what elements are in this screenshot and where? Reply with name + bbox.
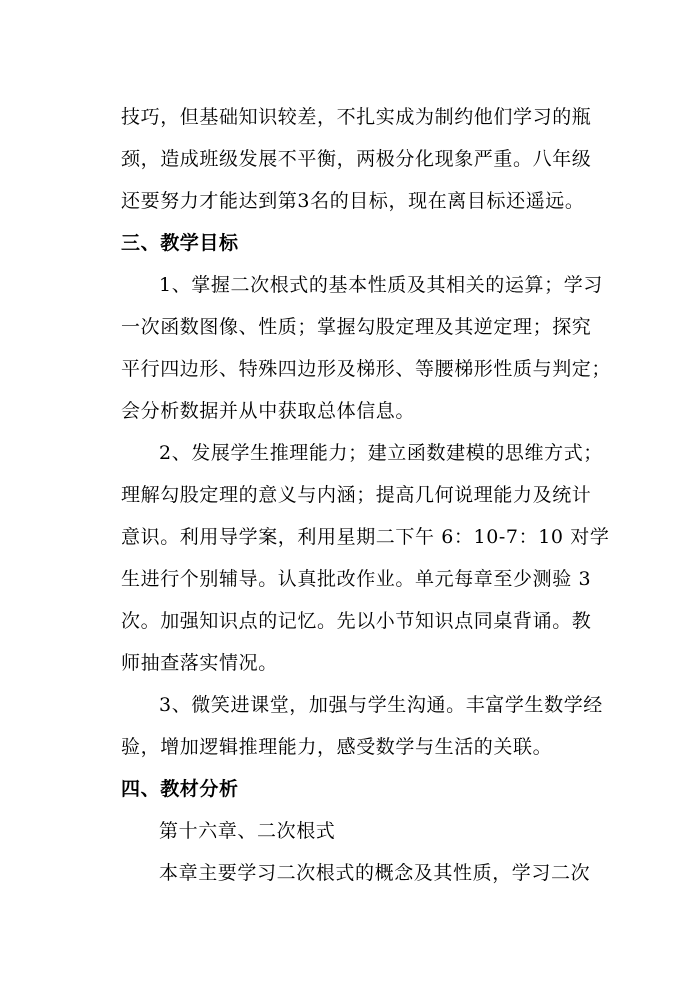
paragraph-line: 技巧，但基础知识较差，不扎实成为制约他们学习的瓶 [121,106,592,128]
section-heading-material-analysis: 四、教材分析 [121,778,239,800]
goal-2-line: 次。加强知识点的记忆。先以小节知识点同桌背诵。教 [121,610,592,632]
goal-3-line: 3、微笑进课堂，加强与学生沟通。丰富学生数学经 [159,694,603,716]
chapter-title: 第十六章、二次根式 [159,820,336,842]
paragraph-line: 还要努力才能达到第3名的目标，现在离目标还遥远。 [121,190,585,212]
paragraph-line: 颈，造成班级发展不平衡，两极分化现象严重。八年级 [121,148,592,170]
goal-2-line: 生进行个别辅导。认真批改作业。单元每章至少测验 3 [121,568,592,590]
goal-2-line: 2、发展学生推理能力；建立函数建模的思维方式； [159,442,603,464]
goal-2-line: 师抽查落实情况。 [121,652,278,674]
section-heading-teaching-goals: 三、教学目标 [121,232,239,254]
goal-1-line: 一次函数图像、性质；掌握勾股定理及其逆定理；探究 [121,316,592,338]
goal-1-line: 平行四边形、特殊四边形及梯形、等腰梯形性质与判定； [121,358,612,380]
chapter-intro-line: 本章主要学习二次根式的概念及其性质，学习二次 [159,862,591,884]
goal-2-line: 理解勾股定理的意义与内涵；提高几何说理能力及统计 [121,484,592,506]
goal-1-line: 会分析数据并从中获取总体信息。 [121,400,416,422]
goal-1-line: 1、掌握二次根式的基本性质及其相关的运算；学习 [159,274,603,296]
goal-2-line: 意识。利用导学案，利用星期二下午 6：10-7：10 对学 [121,526,610,548]
goal-3-line: 验，增加逻辑推理能力，感受数学与生活的关联。 [121,736,553,758]
